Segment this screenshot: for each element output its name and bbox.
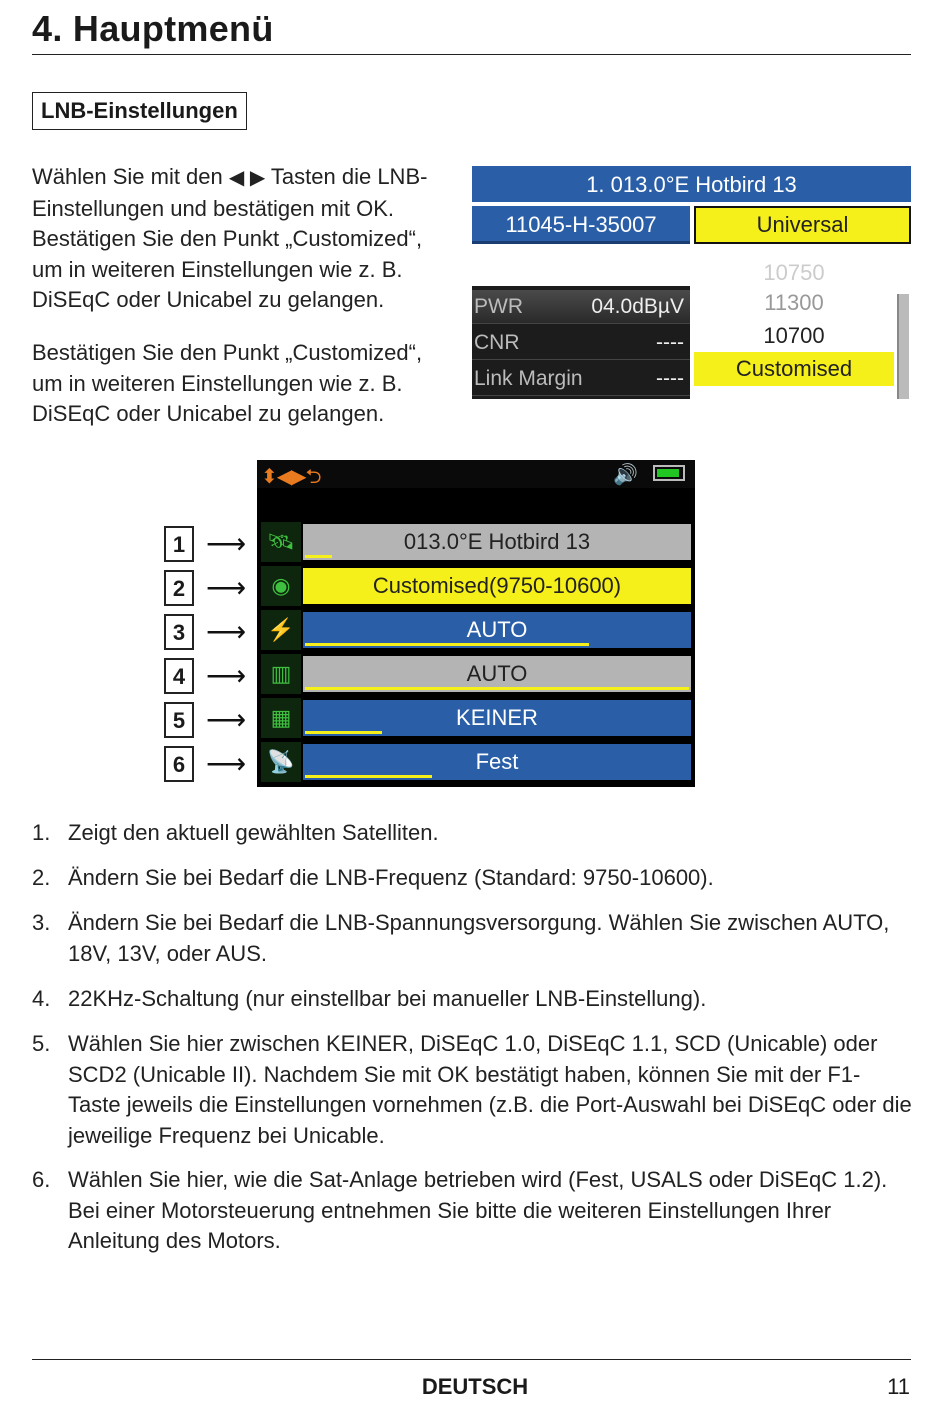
right-arrow-icon: ⟶ (206, 616, 247, 647)
callout-number: 6 (164, 746, 194, 782)
list-number: 1. (32, 820, 51, 845)
option-item[interactable]: 10700 (763, 323, 825, 348)
intro-paragraph-2: Bestätigen Sie den Punkt „Customized“, um in weiteren Einstellungen wie z. B. DiSEqC oder Unicabel zu gelangen. (32, 340, 423, 426)
page-number: 11 (887, 1374, 910, 1399)
list-number: 5. (32, 1031, 51, 1056)
intro-paragraph-1 (32, 162, 452, 316)
measurement-label: CNR (474, 331, 520, 354)
satellite-title-bar: 1. 013.0°E Hotbird 13 (472, 166, 911, 202)
menu-row-label: 013.0°E Hotbird 13 (403, 529, 591, 554)
menu-row-label: Customised(9750-10600) (372, 573, 622, 598)
navigation-arrows-icon: ⬍◀▶⮌ (261, 466, 321, 488)
intro-text-end: Tasten die LNB-Einstellungen und bestätigen mit OK. Bestätigen Sie den Punkt „Customized“, um in weiteren Einstellungen wie z. B. DiSEqC oder Unicabel zu gelangen. (32, 164, 428, 312)
satellite-icon: 🛰 (261, 522, 301, 562)
measurement-value: ---- (656, 367, 684, 390)
device-status-bar (257, 460, 695, 488)
satellite-value[interactable] (303, 524, 691, 560)
measurement-value: 04.0dBµV (591, 295, 684, 318)
right-arrow-icon: ⟶ (206, 704, 247, 735)
list-item (32, 1165, 912, 1257)
diseqc-switch-icon: ▦ (261, 698, 301, 738)
callout-number: 5 (164, 702, 194, 738)
footer-divider (32, 1359, 911, 1360)
right-arrow-icon: ⟶ (206, 528, 247, 559)
section-heading: LNB-Einstellungen (32, 92, 247, 130)
list-number: 2. (32, 865, 51, 890)
options-scrollbar[interactable] (897, 294, 909, 399)
measurement-row-pwr (472, 290, 690, 324)
list-number: 3. (32, 910, 51, 935)
dish-motor-icon: 📡 (261, 742, 301, 782)
title-divider (32, 54, 911, 55)
lnb-frequency-value[interactable] (303, 568, 691, 604)
menu-row-diseqc[interactable] (261, 698, 691, 738)
list-item (32, 1029, 912, 1151)
row-progress (305, 555, 332, 558)
option-item-selected[interactable]: Customised (694, 352, 894, 386)
list-item (32, 818, 912, 849)
menu-row-22khz[interactable] (261, 654, 691, 694)
page-title: 4. Hauptmenü (32, 8, 274, 49)
lnb-power-value[interactable] (303, 612, 691, 648)
measurement-value: ---- (656, 331, 684, 354)
option-item[interactable]: 10750 (763, 260, 825, 285)
list-item (32, 863, 912, 894)
list-text: Ändern Sie bei Bedarf die LNB-Frequenz (Standard: 9750-10600). (68, 865, 714, 890)
right-arrow-icon: ⟶ (206, 660, 247, 691)
battery-icon (653, 465, 685, 481)
menu-row-lnb-frequency[interactable] (261, 566, 691, 606)
right-arrow-icon: ⟶ (206, 748, 247, 779)
menu-row-motor[interactable] (261, 742, 691, 782)
list-text: Zeigt den aktuell gewählten Satelliten. (68, 820, 439, 845)
list-number: 4. (32, 986, 51, 1011)
tone-22khz-value[interactable] (303, 656, 691, 692)
arrow-keys-icon: ◀ ▶ (228, 167, 266, 189)
measurement-row-cnr (472, 326, 690, 360)
measurement-label: PWR (474, 295, 523, 318)
callout-number: 3 (164, 614, 194, 650)
transponder-field[interactable]: 11045-H-35007 (472, 206, 690, 244)
list-number: 6. (32, 1167, 51, 1192)
menu-row-label: KEINER (456, 705, 538, 730)
lnb-options-list (694, 260, 904, 399)
menu-row-satellite[interactable] (261, 522, 691, 562)
list-text: Wählen Sie hier, wie die Sat-Anlage betrieben wird (Fest, USALS oder DiSEqC 1.2). Bei einer Motorsteuerung entnehmen Sie bitte die weiteren Einstellungen Ihrer Anleitung des Motors. (68, 1167, 888, 1253)
lnb-type-field[interactable]: Universal (694, 206, 911, 244)
list-item (32, 908, 912, 969)
menu-row-lnb-power[interactable] (261, 610, 691, 650)
lnb-signal-icon: ◉ (261, 566, 301, 606)
speaker-icon: 🔊 (613, 464, 638, 486)
measurement-label: Link Margin (474, 367, 583, 390)
option-item[interactable]: 11300 (764, 290, 824, 315)
measurement-row-link-margin (472, 362, 690, 396)
callout-number: 4 (164, 658, 194, 694)
footer-language: DEUTSCH (421, 1374, 529, 1399)
list-text: Wählen Sie hier zwischen KEINER, DiSEqC 1.0, DiSEqC 1.1, SCD (Unicable) oder SCD2 (Unicable II). Nachdem Sie mit OK bestätigt haben, können Sie mit der F1-Taste jeweils die Einstellungen vornehmen (z.B. die Port-Auswahl bei DiSEqC oder die jeweilige Frequenz bei Unicable. (68, 1031, 912, 1148)
list-text: 22KHz-Schaltung (nur einstellbar bei manueller LNB-Einstellung). (68, 986, 707, 1011)
device-screen (257, 460, 695, 787)
tone-22khz-icon: ▥ (261, 654, 301, 694)
row-progress (305, 687, 689, 690)
callout-number: 1 (164, 526, 194, 562)
right-arrow-icon: ⟶ (206, 572, 247, 603)
diseqc-value[interactable] (303, 700, 691, 736)
callout-number: 2 (164, 570, 194, 606)
list-item (32, 984, 912, 1015)
power-supply-icon: ⚡ (261, 610, 301, 650)
row-progress (305, 731, 382, 734)
list-text: Ändern Sie bei Bedarf die LNB-Spannungsversorgung. Wählen Sie zwischen AUTO, 18V, 13V, oder AUS. (68, 910, 890, 966)
row-progress (305, 775, 432, 778)
intro-text-start: Wählen Sie mit den (32, 164, 229, 189)
menu-row-label: AUTO (466, 661, 528, 686)
lnb-settings-screenshot (472, 166, 911, 399)
row-progress (305, 643, 589, 646)
menu-row-label: Fest (475, 749, 519, 774)
motor-value[interactable] (303, 744, 691, 780)
menu-row-label: AUTO (466, 617, 528, 642)
